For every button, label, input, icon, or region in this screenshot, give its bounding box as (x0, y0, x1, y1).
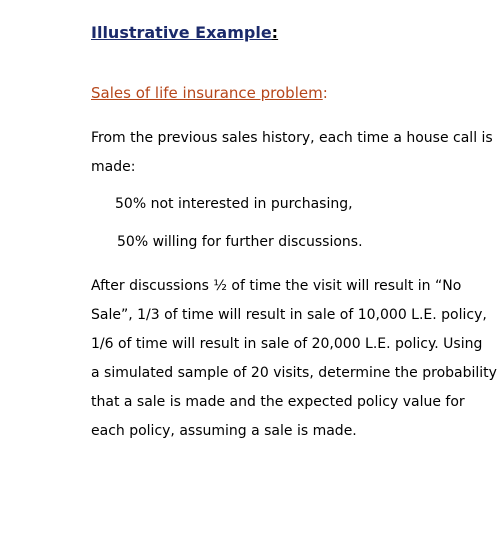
subtitle-text: Sales of life insurance problem (91, 84, 323, 102)
problem-line: each policy, assuming a sale is made. (91, 423, 357, 439)
title-text: Illustrative Example (91, 23, 272, 42)
list-item: 50% not interested in purchasing, (115, 196, 353, 212)
problem-line: Sale”, 1/3 of time will result in sale of 10,000 L.E. policy, (91, 307, 487, 323)
problem-paragraph (91, 272, 497, 446)
intro-line: made: (91, 159, 136, 175)
problem-line: 1/6 of time will result in sale of 20,000 L.E. policy. Using (91, 336, 483, 352)
intro-paragraph (91, 124, 493, 182)
problem-line: a simulated sample of 20 visits, determine the probability (91, 365, 497, 381)
problem-subtitle (91, 84, 328, 102)
list-item: 50% willing for further discussions. (117, 234, 363, 250)
problem-line: After discussions ½ of time the visit will result in “No (91, 278, 462, 294)
title-colon: : (271, 23, 279, 42)
subtitle-colon: : (322, 84, 328, 102)
intro-line: From the previous sales history, each time a house call is (91, 130, 493, 146)
problem-line: that a sale is made and the expected policy value for (91, 394, 465, 410)
page-title (91, 23, 278, 42)
